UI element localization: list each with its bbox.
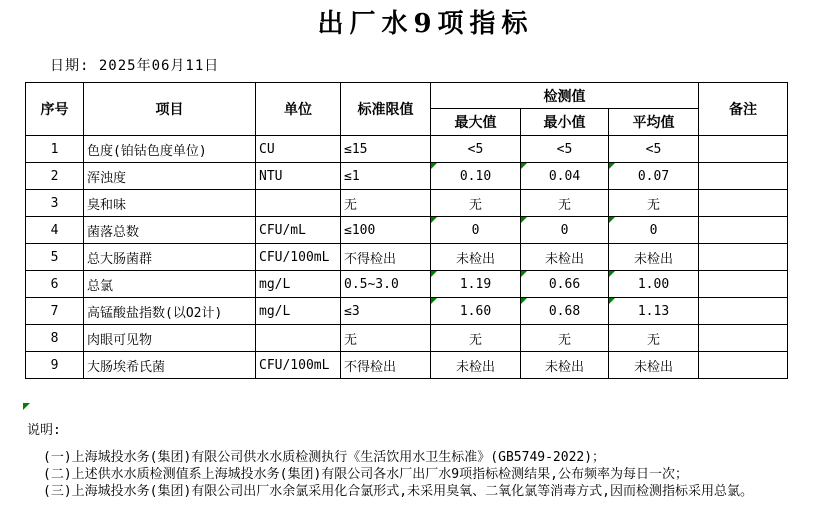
cell-avg: 1.00 xyxy=(609,271,699,298)
cell-unit xyxy=(256,325,341,352)
cell-seq: 8 xyxy=(26,325,84,352)
cell-unit: CFU/mL xyxy=(256,217,341,244)
cell-remark xyxy=(699,217,788,244)
cell-max: 无 xyxy=(431,190,521,217)
cell-max: 无 xyxy=(431,325,521,352)
cell-limit: ≤1 xyxy=(341,163,431,190)
cell-seq: 2 xyxy=(26,163,84,190)
cell-unit: CFU/100mL xyxy=(256,352,341,379)
col-header-detection: 检测值 xyxy=(431,83,699,109)
cell-item: 大肠埃希氏菌 xyxy=(84,352,256,379)
table-row xyxy=(26,352,788,379)
cell-remark xyxy=(699,352,788,379)
col-header-unit: 单位 xyxy=(256,83,341,136)
cell-min: 0 xyxy=(521,217,609,244)
cell-limit: ≤15 xyxy=(341,136,431,163)
cell-max: 1.60 xyxy=(431,298,521,325)
cell-seq: 5 xyxy=(26,244,84,271)
water-quality-table xyxy=(25,82,788,379)
cell-seq: 6 xyxy=(26,271,84,298)
cell-item: 菌落总数 xyxy=(84,217,256,244)
notes-block xyxy=(43,449,753,500)
cell-min: 0.66 xyxy=(521,271,609,298)
cell-remark xyxy=(699,190,788,217)
cell-item: 总氯 xyxy=(84,271,256,298)
notes-label: 说明: xyxy=(27,423,61,438)
cell-max: 未检出 xyxy=(431,352,521,379)
cell-limit: 0.5~3.0 xyxy=(341,271,431,298)
cell-min: 0.04 xyxy=(521,163,609,190)
cell-remark xyxy=(699,271,788,298)
cell-unit: mg/L xyxy=(256,271,341,298)
table-row xyxy=(26,325,788,352)
note-line: (二)上述供水水质检测值系上海城投水务(集团)有限公司各水厂出厂水9项指标检测结果,公布频率为每日一次； xyxy=(43,467,688,482)
cell-avg: 0 xyxy=(609,217,699,244)
cell-item: 臭和味 xyxy=(84,190,256,217)
date-line: 日期: 2025年06月11日 xyxy=(50,58,220,74)
cell-seq: 9 xyxy=(26,352,84,379)
cell-limit: ≤100 xyxy=(341,217,431,244)
cell-limit: 不得检出 xyxy=(341,352,431,379)
cell-item: 总大肠菌群 xyxy=(84,244,256,271)
cell-unit xyxy=(256,190,341,217)
cell-avg: 未检出 xyxy=(609,244,699,271)
cell-avg: 无 xyxy=(609,325,699,352)
cell-limit: 无 xyxy=(341,190,431,217)
table-row xyxy=(26,163,788,190)
cell-avg: <5 xyxy=(609,136,699,163)
cell-avg: 1.13 xyxy=(609,298,699,325)
col-header-min: 最小值 xyxy=(521,109,609,136)
cell-item: 浑浊度 xyxy=(84,163,256,190)
cell-seq: 4 xyxy=(26,217,84,244)
cell-unit: CU xyxy=(256,136,341,163)
cell-min: 未检出 xyxy=(521,352,609,379)
excel-flag-icon xyxy=(23,403,30,410)
cell-max: 未检出 xyxy=(431,244,521,271)
cell-seq: 3 xyxy=(26,190,84,217)
table-row xyxy=(26,190,788,217)
cell-min: 无 xyxy=(521,325,609,352)
cell-remark xyxy=(699,244,788,271)
col-header-remark: 备注 xyxy=(699,83,788,136)
cell-unit: mg/L xyxy=(256,298,341,325)
cell-remark xyxy=(699,163,788,190)
table-row xyxy=(26,298,788,325)
page-title: 出厂水9项指标 xyxy=(317,9,534,39)
cell-max: 0 xyxy=(431,217,521,244)
note-line: (三)上海城投水务(集团)有限公司出厂水余氯采用化合氯形式,未采用臭氧、二氧化氯等消毒方式,因而检测指标采用总氯。 xyxy=(43,484,753,499)
cell-seq: 7 xyxy=(26,298,84,325)
table-row xyxy=(26,217,788,244)
cell-max: <5 xyxy=(431,136,521,163)
cell-seq: 1 xyxy=(26,136,84,163)
col-header-max: 最大值 xyxy=(431,109,521,136)
header-row-top xyxy=(26,83,788,109)
cell-limit: 不得检出 xyxy=(341,244,431,271)
cell-min: 无 xyxy=(521,190,609,217)
note-line: (一)上海城投水务(集团)有限公司供水水质检测执行《生活饮用水卫生标准》(GB5749-2022)； xyxy=(43,450,606,465)
cell-avg: 未检出 xyxy=(609,352,699,379)
table-row xyxy=(26,244,788,271)
cell-max: 1.19 xyxy=(431,271,521,298)
cell-min: <5 xyxy=(521,136,609,163)
cell-unit: CFU/100mL xyxy=(256,244,341,271)
cell-limit: ≤3 xyxy=(341,298,431,325)
cell-avg: 0.07 xyxy=(609,163,699,190)
cell-item: 色度(铂钴色度单位) xyxy=(84,136,256,163)
cell-max flagged: 0.10 xyxy=(431,163,521,190)
cell-remark xyxy=(699,136,788,163)
col-header-limit: 标准限值 xyxy=(341,83,431,136)
cell-remark xyxy=(699,325,788,352)
cell-limit: 无 xyxy=(341,325,431,352)
cell-item: 高锰酸盐指数(以O2计) xyxy=(84,298,256,325)
cell-unit: NTU xyxy=(256,163,341,190)
cell-avg: 无 xyxy=(609,190,699,217)
table-row xyxy=(26,271,788,298)
cell-min: 未检出 xyxy=(521,244,609,271)
col-header-avg: 平均值 xyxy=(609,109,699,136)
cell-item: 肉眼可见物 xyxy=(84,325,256,352)
col-header-seq: 序号 xyxy=(26,83,84,136)
cell-remark xyxy=(699,298,788,325)
col-header-item: 项目 xyxy=(84,83,256,136)
cell-min: 0.68 xyxy=(521,298,609,325)
table-row xyxy=(26,136,788,163)
